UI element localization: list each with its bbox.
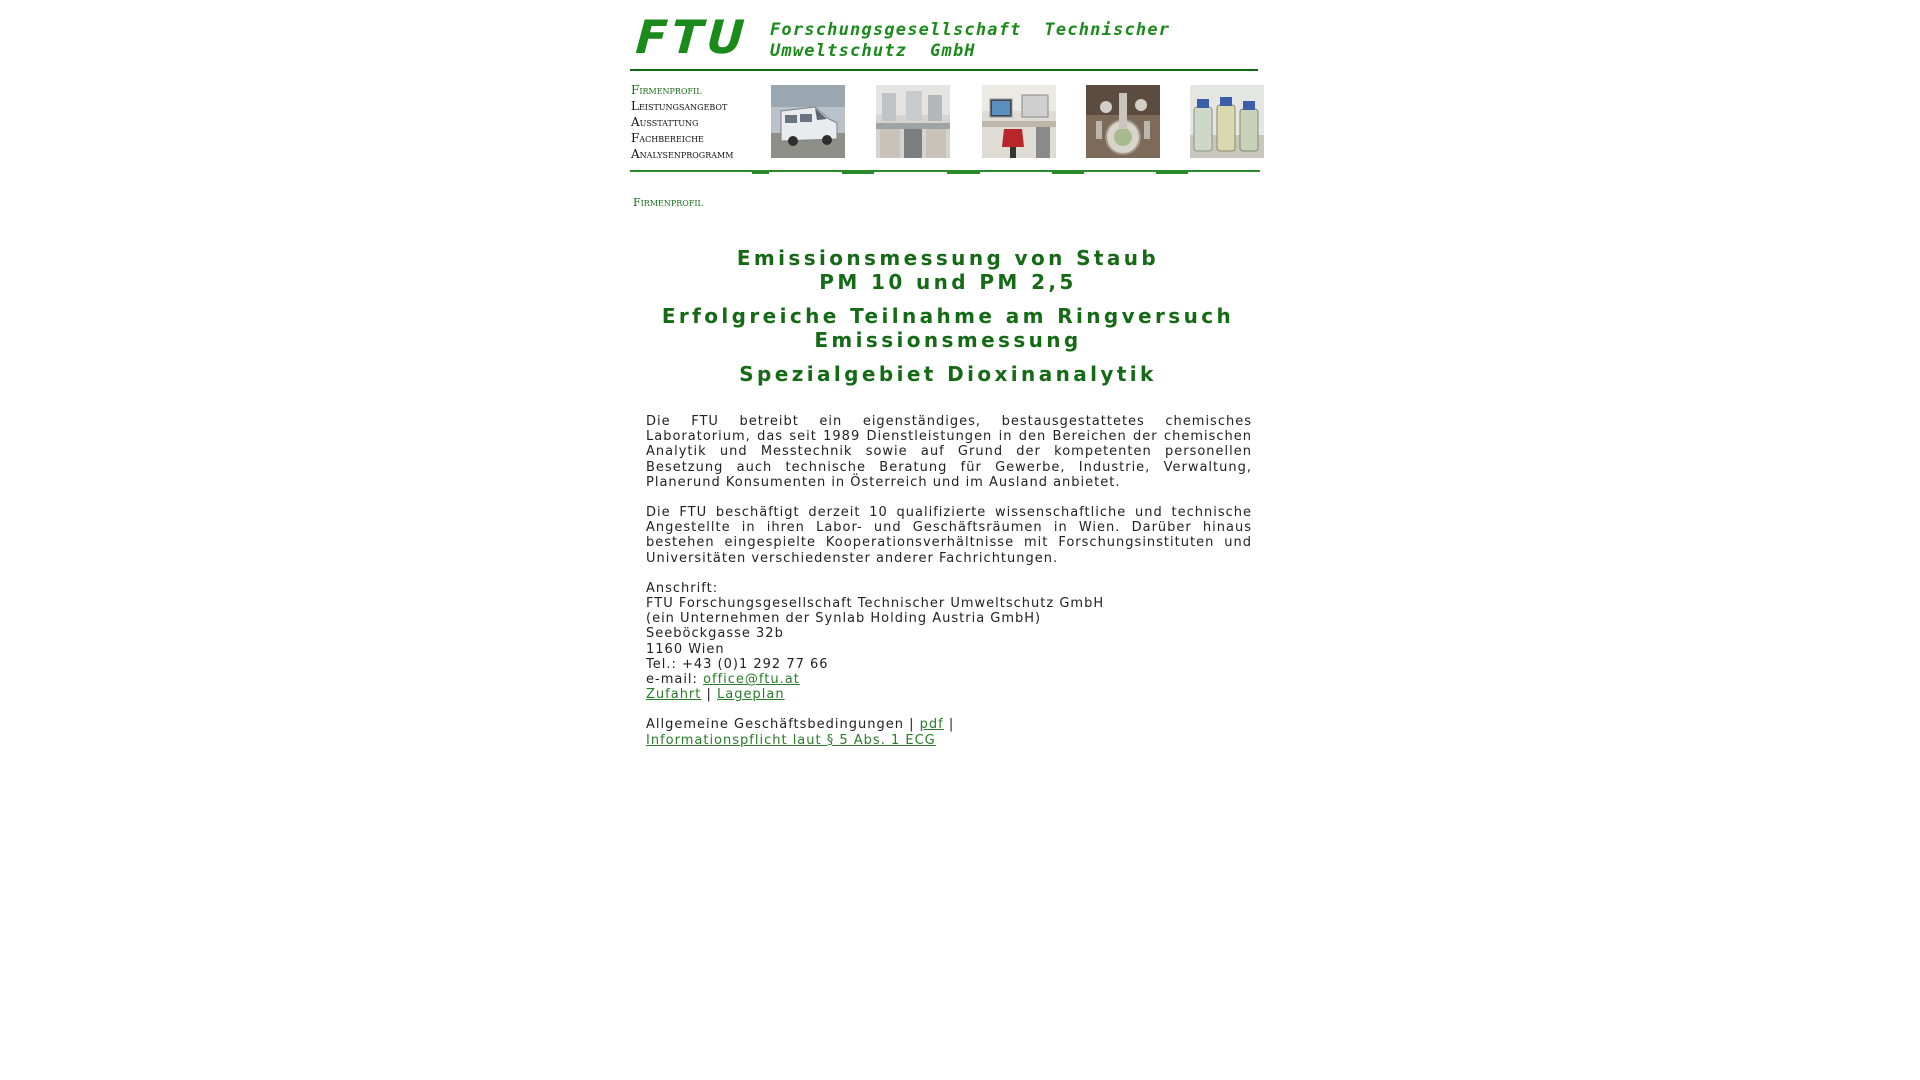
address-phone: Tel.: +43 (0)1 292 77 66: [646, 656, 829, 672]
company-name-line1: Forschungsgesellschaft Technischer: [770, 20, 1171, 40]
nav-item-leistungsangebot[interactable]: Leistungsangebot: [631, 99, 728, 113]
nav-item-ausstattung[interactable]: Ausstattung: [631, 115, 699, 129]
nav-item-fachbereiche[interactable]: Fachbereiche: [631, 131, 704, 145]
photo-van: [771, 85, 845, 158]
logo-text: FTU: [634, 10, 751, 64]
headlines: [630, 246, 1266, 386]
company-name-line2: Umweltschutz GmbH: [770, 41, 976, 61]
info-line: [646, 733, 1252, 748]
staff-paragraph: Die FTU beschäftigt derzeit 10 qualifizierte wissenschaftliche und technische Angestellte in ihren Labor- und Geschäftsräumen in Wien. Darüber hinaus bestehen eingespielte Kooperationsverhältnisse mit Forschungsinstituten und Universitäten verschiedenster anderer Fachrichtungen.: [646, 505, 1252, 566]
email-link[interactable]: office@ftu.at: [703, 672, 800, 688]
terms-pdf-link[interactable]: pdf: [919, 717, 944, 733]
headline-line: Emissionsmessung: [814, 328, 1082, 352]
headline-staub: [630, 246, 1266, 294]
info-obligation-link[interactable]: Informationspflicht laut § 5 Abs. 1 ECG: [646, 732, 936, 748]
intro-paragraph: Die FTU betreibt ein eigenständiges, bestausgestattetes chemisches Laboratorium, das seit 1989 Dienstleistungen in den Bereichen der chemischen Analytik und Messtechnik sowie auf Grund der kompetenten personellen Besetzung auch technische Beratung für Gewerbe, Industrie, Verwaltung, Planerund Konsumenten in Österreich und im Ausland anbietet.: [646, 414, 1252, 490]
address-company: FTU Forschungsgesellschaft Technischer Umweltschutz GmbH: [646, 596, 1105, 612]
nav-divider-tick: [752, 172, 769, 174]
main-content: [646, 414, 1252, 748]
header-divider: [630, 69, 1258, 71]
terms-line: [646, 717, 1252, 732]
company-name: [770, 20, 1170, 62]
legal-links: [646, 717, 1252, 747]
nav-divider-tick: [1052, 172, 1084, 174]
headline-ringversuch: [630, 304, 1266, 352]
nav-divider-tick: [842, 172, 874, 174]
address-block: [646, 581, 1252, 703]
address-email-line: [646, 672, 1252, 687]
nav-item-firmenprofil[interactable]: Firmenprofil: [631, 83, 702, 97]
headline-line: Erfolgreiche Teilnahme am Ringversuch: [661, 304, 1235, 328]
address-street: Seeböckgasse 32b: [646, 626, 784, 642]
main-nav: [631, 82, 761, 162]
directions-link[interactable]: Zufahrt: [646, 687, 702, 703]
nav-divider-tick: [1156, 172, 1188, 174]
address-heading: Anschrift:: [646, 580, 719, 596]
address-parent: (ein Unternehmen der Synlab Holding Austria GmbH): [646, 611, 1042, 627]
photo-sample-bottles: [1190, 85, 1264, 158]
headline-line: Spezialgebiet Dioxinanalytik: [739, 362, 1157, 386]
headline-line: Emissionsmessung von Staub: [736, 246, 1160, 270]
address-links-line: [646, 687, 1252, 702]
address-city: 1160 Wien: [646, 641, 725, 657]
headline-line: PM 10 und PM 2,5: [819, 270, 1077, 294]
photo-laboratory: [876, 85, 950, 158]
terms-label: Allgemeine Geschäftsbedingungen |: [646, 717, 920, 733]
terms-separator: |: [943, 717, 955, 733]
photo-lab-equipment: [1086, 85, 1160, 158]
header-logo[interactable]: [628, 12, 1260, 72]
nav-divider-tick: [947, 172, 980, 174]
map-link[interactable]: Lageplan: [717, 687, 785, 703]
headline-dioxin: [630, 362, 1266, 386]
email-label: e-mail:: [646, 672, 704, 688]
link-separator: |: [701, 687, 718, 703]
photo-office-computer: [982, 85, 1056, 158]
nav-item-analysenprogramm[interactable]: Analysenprogramm: [631, 147, 734, 161]
breadcrumb: Firmenprofil: [633, 196, 703, 209]
